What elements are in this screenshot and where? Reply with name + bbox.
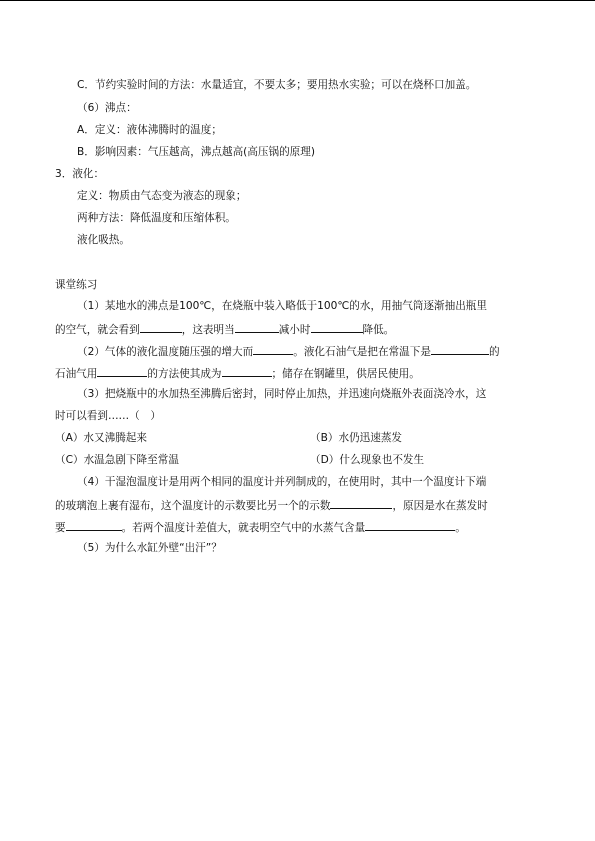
question-text: 减小时 bbox=[278, 324, 311, 336]
exercise-title: 课堂练习 bbox=[55, 279, 98, 291]
answer-blank[interactable] bbox=[235, 321, 279, 333]
question-text: 石油气用 bbox=[55, 368, 98, 380]
answer-blank[interactable] bbox=[140, 321, 182, 333]
question-1-line-1: （1）某地水的沸点是100℃，在烧瓶中装入略低于100℃的水，用抽气筒逐渐抽出瓶里 bbox=[77, 300, 487, 312]
liquefaction-heat: 液化吸热。 bbox=[77, 234, 130, 246]
note-c-saving-time: C．节约实验时间的方法：水量适宜，不要太多；要用热水实验；可以在烧杯口加盖。 bbox=[77, 79, 477, 91]
question-3-line-1: （3）把烧瓶中的水加热至沸腾后密封，同时停止加热，并迅速向烧瓶外表面浇冷水，这 bbox=[77, 388, 487, 400]
question-4-line-1: （4）干湿泡温度计是用两个相同的温度计并列制成的，在使用时，其中一个温度计下端 bbox=[77, 476, 487, 488]
option-c[interactable]: （C）水温急剧下降至常温 bbox=[55, 454, 179, 466]
question-text: 要 bbox=[55, 522, 66, 534]
question-text: ；储存在钢罐里，供居民使用。 bbox=[271, 368, 420, 380]
question-3-line-2: 时可以看到……（ ） bbox=[55, 410, 161, 422]
answer-blank[interactable] bbox=[330, 497, 392, 509]
question-4-line-3 bbox=[55, 519, 466, 535]
answer-blank[interactable] bbox=[365, 519, 455, 531]
option-a[interactable]: （A）水又沸腾起来 bbox=[55, 432, 147, 444]
question-text: 。液化石油气是把在常温下是 bbox=[293, 346, 431, 358]
question-2-line-2 bbox=[55, 365, 420, 381]
question-text: 。 bbox=[455, 522, 466, 534]
option-b[interactable]: （B）水仍迅速蒸发 bbox=[310, 432, 403, 444]
answer-blank[interactable] bbox=[253, 343, 293, 355]
answer-blank[interactable] bbox=[97, 365, 147, 377]
question-text: 的玻璃泡上裹有湿布，这个温度计的示数要比另一个的示数 bbox=[55, 500, 331, 512]
question-text: （2）气体的液化温度随压强的增大而 bbox=[77, 346, 254, 358]
option-d[interactable]: （D）什么现象也不发生 bbox=[310, 454, 425, 466]
answer-blank[interactable] bbox=[66, 519, 122, 531]
answer-blank[interactable] bbox=[431, 343, 489, 355]
boiling-point-factor: B．影响因素：气压越高，沸点越高(高压锅的原理) bbox=[77, 146, 316, 158]
liquefaction-methods: 两种方法：降低温度和压缩体积。 bbox=[77, 212, 236, 224]
question-4-line-2 bbox=[55, 497, 488, 513]
question-2-line-1 bbox=[77, 343, 500, 359]
question-1-line-2 bbox=[55, 321, 394, 337]
question-text: 的方法使其成为 bbox=[147, 368, 222, 380]
question-5: （5）为什么水缸外壁“出汗”？ bbox=[77, 542, 222, 554]
question-text: ，原因是水在蒸发时 bbox=[392, 500, 488, 512]
boiling-point-heading: （6）沸点： bbox=[77, 102, 137, 114]
question-text: 降低。 bbox=[362, 324, 395, 336]
answer-blank[interactable] bbox=[311, 321, 363, 333]
question-text: ，这表明当 bbox=[181, 324, 235, 336]
liquefaction-definition: 定义：物质由气态变为液态的现象； bbox=[77, 190, 247, 202]
boiling-point-definition: A．定义：液体沸腾时的温度； bbox=[77, 124, 222, 136]
question-text: 的空气，就会看到 bbox=[55, 324, 140, 336]
answer-blank[interactable] bbox=[222, 365, 272, 377]
question-text: 。若两个温度计差值大，就表明空气中的水蒸气含量 bbox=[121, 522, 366, 534]
top-border-line bbox=[0, 0, 595, 1]
liquefaction-heading: 3．液化： bbox=[55, 168, 105, 180]
question-text: 的 bbox=[488, 346, 500, 358]
